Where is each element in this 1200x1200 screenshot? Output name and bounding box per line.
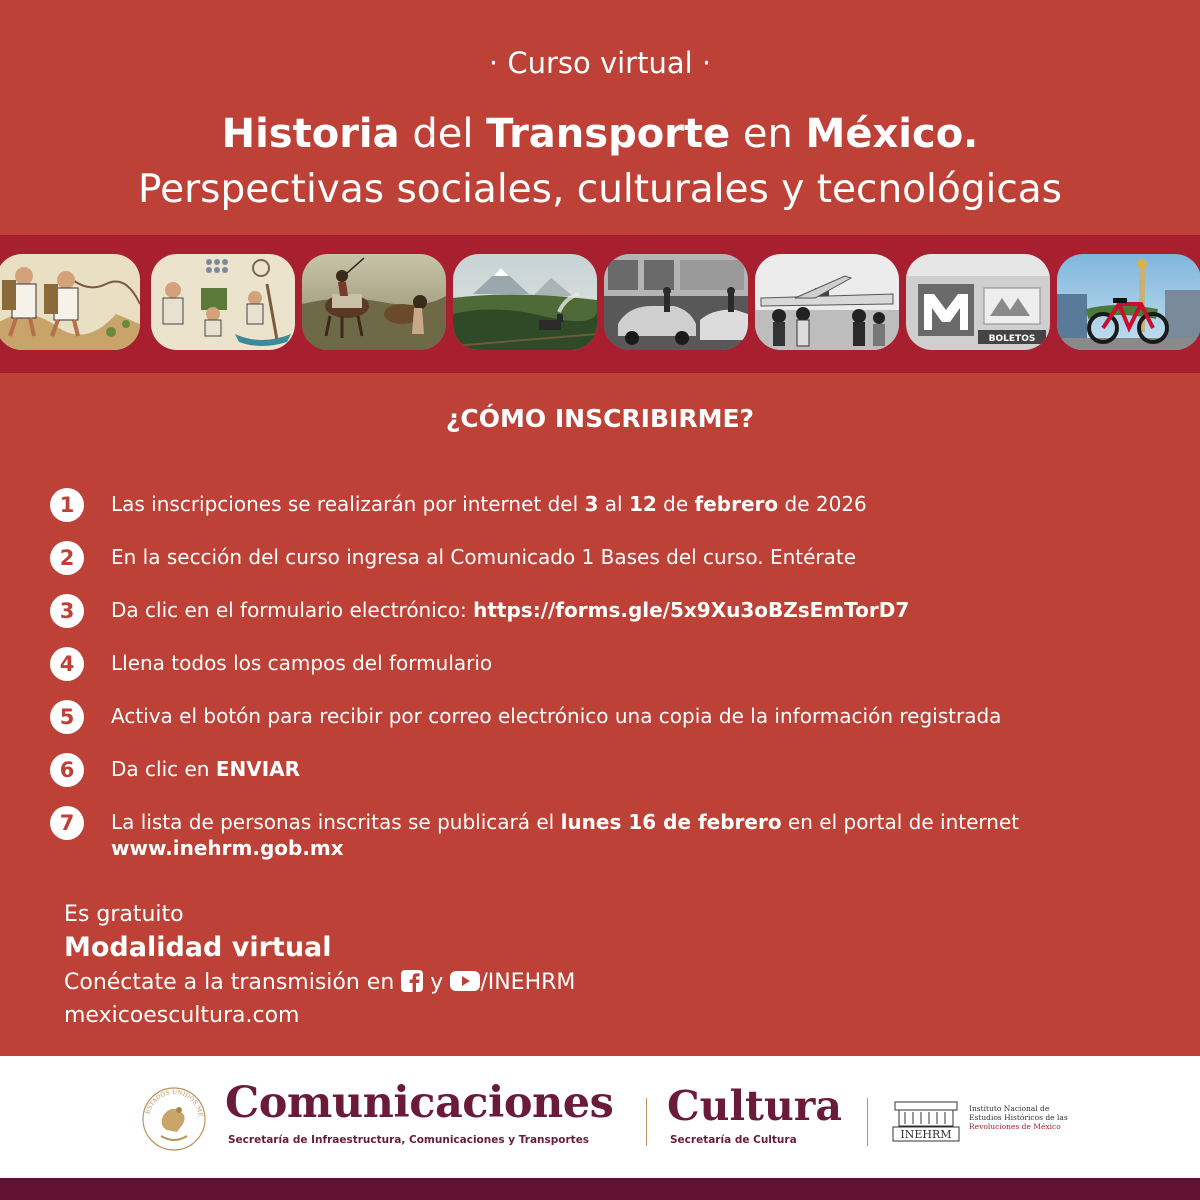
connect-line: Conéctate a la transmisión en y /INEHRM (64, 968, 575, 1001)
title-part-en: en (730, 111, 806, 157)
step-text: La lista de personas inscritas se publicará el lunes 16 de febrero en el portal de internet www.inehrm.gob.mx (111, 810, 1020, 860)
step-3 (50, 594, 1170, 628)
step-number-badge: 5 (50, 700, 84, 734)
thumbnail-codex-canoe (151, 254, 295, 350)
cultura-logo-text: Cultura (667, 1082, 842, 1130)
social-handle: /INEHRM (480, 970, 576, 995)
svg-text:INEHRM: INEHRM (900, 1128, 952, 1141)
step-number-badge: 4 (50, 647, 84, 681)
mexican-eagle-seal-icon (141, 1086, 207, 1156)
title-part-mexico: México. (805, 111, 979, 157)
facebook-icon[interactable] (401, 970, 423, 1001)
step-text: Las inscripciones se realizarán por internet del 3 al 12 de febrero de 2026 (111, 492, 867, 516)
logo-divider (867, 1098, 868, 1146)
metro-boletos-label: BOLETOS (988, 334, 1036, 344)
institution-logos-bar (0, 1056, 1200, 1178)
website-link[interactable]: mexicoescultura.com (64, 1003, 300, 1028)
thumbnail-metro (906, 254, 1050, 350)
modality: Modalidad virtual (64, 932, 332, 963)
step-number-badge: 2 (50, 541, 84, 575)
comunicaciones-logo-text: Comunicaciones (225, 1078, 614, 1128)
form-link[interactable]: https://forms.gle/5x9Xu3oBZsEmTorD7 (473, 598, 910, 622)
title-part-historia: Historia (221, 111, 400, 157)
comunicaciones-subtitle: Secretaría de Infraestructura, Comunicaciones y Transportes (228, 1134, 590, 1146)
course-kicker: · Curso virtual · (488, 46, 712, 80)
step-text: Activa el botón para recibir por correo electrónico una copia de la información registrada (111, 704, 1002, 728)
step-text: Da clic en ENVIAR (111, 757, 301, 781)
inehrm-portal-link[interactable]: www.inehrm.gob.mx (111, 836, 344, 860)
step-1 (50, 488, 1170, 522)
step-6 (50, 753, 1170, 787)
svg-text:ESTADOS UNIDOS MEXICANOS: ESTADOS UNIDOS ME (144, 1088, 204, 1118)
step-number-badge: 3 (50, 594, 84, 628)
thumbnail-airport-plane (755, 254, 899, 350)
step-2 (50, 541, 1170, 575)
thumbnail-codex-porters (0, 254, 140, 350)
step-number-badge: 1 (50, 488, 84, 522)
step-number-badge: 6 (50, 753, 84, 787)
youtube-icon[interactable] (450, 970, 480, 1001)
title-part-transporte: Transporte (486, 111, 731, 157)
course-title (0, 108, 1200, 160)
inehrm-building-logo-icon (891, 1100, 967, 1146)
step-text: En la sección del curso ingresa al Comunicado 1 Bases del curso. Entérate (111, 545, 857, 569)
how-to-enroll-title: ¿CÓMO INSCRIBIRME? (445, 404, 755, 433)
course-subtitle: Perspectivas sociales, culturales y tecnológicas (137, 167, 1062, 212)
thumbnail-mule-drivers (302, 254, 446, 350)
thumbnail-ecobici (1057, 254, 1200, 350)
logo-divider (646, 1098, 647, 1146)
thumbnail-railway-valley (453, 254, 597, 350)
image-gallery-strip (0, 235, 1200, 373)
step-4 (50, 647, 1170, 681)
free-note: Es gratuito (64, 902, 184, 927)
step-text: Da clic en el formulario electrónico: https://forms.gle/5x9Xu3oBZsEmTorD7 (111, 598, 910, 622)
course-info (64, 902, 575, 1031)
step-text: Llena todos los campos del formulario (111, 651, 493, 675)
step-7 (50, 806, 1170, 860)
inehrm-full-name: Instituto Nacional de Estudios Históricos de las Revoluciones de México (969, 1104, 1068, 1131)
cultura-subtitle: Secretaría de Cultura (670, 1134, 797, 1146)
thumbnail-vintage-cars (604, 254, 748, 350)
title-part-del: del (399, 111, 487, 157)
step-number-badge: 7 (50, 806, 84, 840)
bottom-color-bar (0, 1178, 1200, 1200)
step-5 (50, 700, 1170, 734)
